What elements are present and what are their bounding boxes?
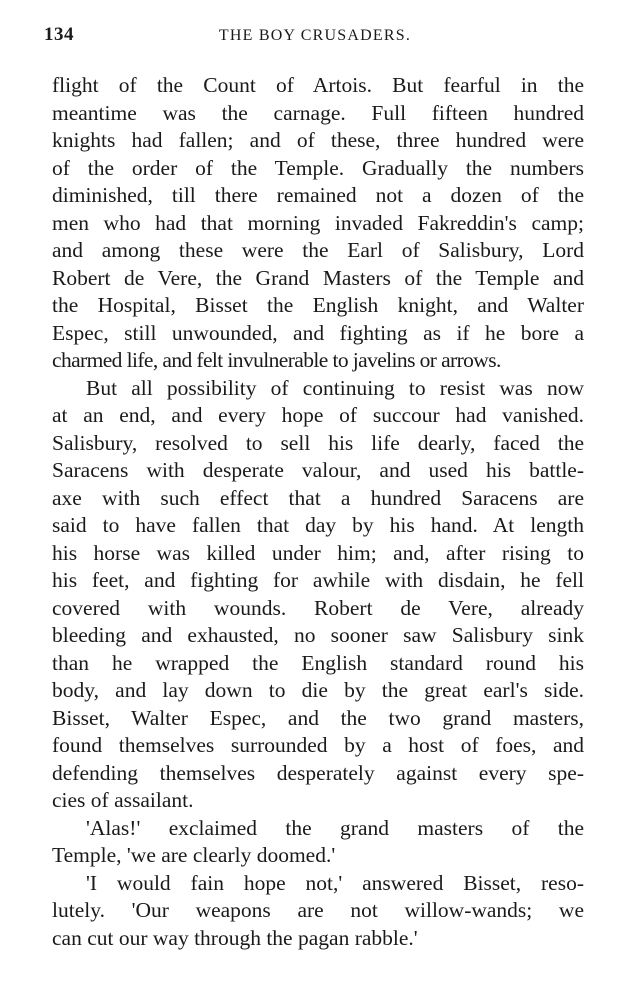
text-line: his feet, and fighting for awhile with disdain, he fell [52,568,584,592]
text-line: diminished, till there remained not a dozen of the [52,183,584,207]
text-line: bleeding and exhausted, no sooner saw Salisbury sink [52,623,584,647]
text-line: Robert de Vere, the Grand Masters of the Temple and [52,265,584,290]
text-line: lutely. 'Our weapons are not willow-wands; we [52,898,584,922]
text-line: body, and lay down to die by the great earl's side. [52,678,584,702]
body-text [52,72,584,952]
text-line: Espec, still unwounded, and fighting as if he bore a [52,320,584,345]
text-line: at an end, and every hope of succour had vanished. [52,403,584,427]
page-header [44,24,586,50]
text-line: 'Alas!' exclaimed the grand masters of the [86,815,584,840]
text-line: But all possibility of continuing to resist was now [86,375,584,400]
text-line: Saracens with desperate valour, and used his battle- [52,458,584,482]
text-line: knights had fallen; and of these, three hundred were [52,128,584,152]
text-line: found themselves surrounded by a host of foes, and [52,733,584,757]
paragraph [52,375,584,815]
page-number: 134 [44,24,74,45]
text-line: said to have fallen that day by his hand. At length [52,513,584,537]
text-line: of the order of the Temple. Gradually the numbers [52,155,584,180]
paragraph [52,815,584,870]
text-line: charmed life, and felt invulnerable to javelins or arrows. [52,348,501,372]
text-line: men who had that morning invaded Fakreddin's camp; [52,210,584,235]
text-line: axe with such effect that a hundred Saracens are [52,485,584,510]
text-line: 'I would fain hope not,' answered Bisset, reso- [86,870,584,895]
text-line: can cut our way through the pagan rabble.' [52,925,418,950]
text-line: and among these were the Earl of Salisbury, Lord [52,238,584,262]
running-title: THE BOY CRUSADERS. [218,27,412,44]
text-line: the Hospital, Bisset the English knight, and Walter [52,293,584,317]
text-line: Bisset, Walter Espec, and the two grand masters, [52,705,584,730]
paragraph [52,72,584,375]
paragraph [52,870,584,953]
text-line: Salisbury, resolved to sell his life dearly, faced the [52,430,584,455]
text-line: flight of the Count of Artois. But fearful in the [52,73,584,97]
text-line: covered with wounds. Robert de Vere, already [52,595,584,620]
text-line: meantime was the carnage. Full fifteen hundred [52,100,584,125]
text-line: his horse was killed under him; and, after rising to [52,540,584,565]
text-line: than he wrapped the English standard round his [52,650,584,675]
text-line: cies of assailant. [52,788,194,812]
text-line: defending themselves desperately against every spe- [52,760,584,785]
text-line: Temple, 'we are clearly doomed.' [52,843,336,867]
